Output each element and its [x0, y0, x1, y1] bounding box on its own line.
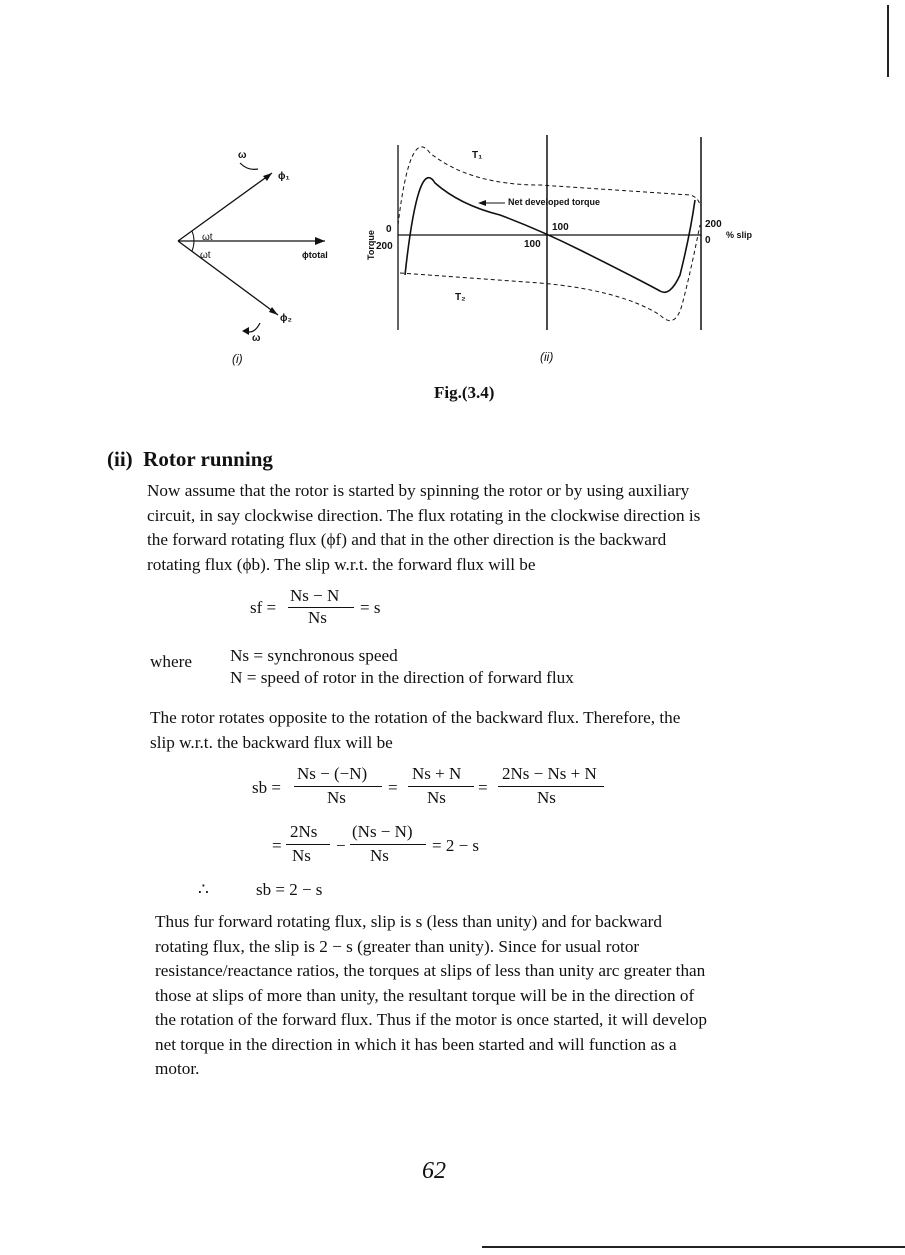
sb-frac1-num: Ns − (−N) [297, 764, 368, 783]
where-label: where [150, 652, 192, 671]
left-200-label: 200 [376, 241, 393, 252]
omega-top-label: ω [238, 150, 247, 161]
phi-total-label: ϕtotal [302, 250, 328, 260]
sb-frac5-num: (Ns − N) [352, 822, 413, 841]
equation-sf [250, 586, 450, 636]
scan-edge-mark [887, 5, 889, 77]
sf-rhs: = s [360, 598, 381, 617]
bottom-rule [482, 1246, 905, 1248]
paragraph-2 [150, 706, 800, 755]
sf-lhs: sf = [250, 598, 277, 617]
phasor-diagram [178, 150, 328, 344]
figure [160, 125, 780, 375]
sb-eq3: = [272, 836, 282, 855]
text-line: motor. [155, 1059, 200, 1078]
text-line: the rotation of the forward flux. Thus if the motor is once started, it will develop [155, 1010, 707, 1029]
where-definitions [230, 645, 730, 689]
mid-100-top-label: 100 [552, 222, 569, 233]
text-line: slip w.r.t. the backward flux will be [150, 732, 393, 752]
section-number: (ii) [107, 447, 133, 471]
text-line: the forward rotating flux (ϕf) and that in the other direction is the backward [147, 530, 667, 549]
sf-numerator: Ns − N [290, 586, 340, 605]
mid-100-bottom-label: 100 [524, 239, 541, 250]
sb-final: sb = 2 − s [256, 880, 323, 899]
sb-frac3-num: 2Ns − Ns + N [502, 764, 597, 783]
sb-frac5-den: Ns [370, 846, 389, 865]
section-title: Rotor running [143, 447, 273, 471]
page-number: 62 [422, 1158, 446, 1184]
paragraph-1 [147, 479, 797, 577]
sf-denominator: Ns [308, 608, 327, 627]
panel-ii-label: (ii) [540, 350, 554, 364]
paragraph-3 [155, 910, 805, 1082]
text-line: The rotor rotates opposite to the rotation of the backward flux. Therefore, the [150, 708, 681, 727]
phi1-label: ϕ₁ [278, 171, 290, 182]
equation-sb-line1 [252, 764, 632, 814]
sb-minus: − [336, 836, 346, 855]
sb-eq2: = [478, 778, 488, 797]
t1-label: T₁ [472, 150, 483, 161]
sb-frac4-num: 2Ns [290, 822, 318, 841]
sb-rhs2: = 2 − s [432, 836, 480, 855]
definition-ns: Ns = synchronous speed [230, 646, 398, 665]
sb-eq1: = [388, 778, 398, 797]
definition-n: N = speed of rotor in the direction of forward flux [230, 668, 574, 687]
section-heading [107, 447, 273, 472]
sb-frac2-num: Ns + N [412, 764, 462, 783]
text-line: net torque in the direction in which it has been started and will function as a [155, 1034, 677, 1054]
right-zero-label: 0 [705, 235, 711, 246]
torque-slip-plot [366, 135, 753, 330]
text-line: rotating flux (ϕb). The slip w.r.t. the forward flux will be [147, 554, 536, 574]
text-line: circuit, in say clockwise direction. The flux rotating in the clockwise direction is [147, 505, 701, 525]
text-line: those at slips of more than unity, the resultant torque will be in the direction of [155, 985, 695, 1005]
wt-top-label: ωt [202, 232, 213, 243]
slip-axis-label: % slip [726, 230, 753, 240]
figure-caption: Fig.(3.4) [434, 383, 495, 402]
left-zero-label: 0 [386, 224, 392, 235]
sb-lhs: sb = [252, 778, 281, 797]
therefore-symbol: ∴ [198, 880, 209, 899]
sb-frac3-den: Ns [537, 788, 556, 807]
text-line: Thus fur forward rotating flux, slip is s (less than unity) and for backward [155, 912, 662, 931]
sb-frac4-den: Ns [292, 846, 311, 865]
text-line: Now assume that the rotor is started by spinning the rotor or by using auxiliary [147, 481, 690, 500]
equation-sb-line2 [272, 822, 572, 872]
text-line: resistance/reactance ratios, the torques at slips of less than unity arc greater than [155, 961, 706, 980]
net-torque-label: Net developed torque [508, 197, 601, 207]
torque-axis-label: Torque [366, 230, 376, 260]
text-line: rotating flux, the slip is 2 − s (greater than unity). Since for usual rotor [155, 936, 640, 956]
right-200-label: 200 [705, 219, 722, 230]
t2-label: T₂ [455, 292, 466, 303]
wt-bottom-label: ωt [200, 250, 211, 261]
omega-bottom-label: ω [252, 333, 261, 344]
sb-frac1-den: Ns [327, 788, 346, 807]
panel-i-label: (i) [232, 352, 243, 366]
sb-frac2-den: Ns [427, 788, 446, 807]
phi2-label: ϕ₂ [280, 313, 292, 324]
